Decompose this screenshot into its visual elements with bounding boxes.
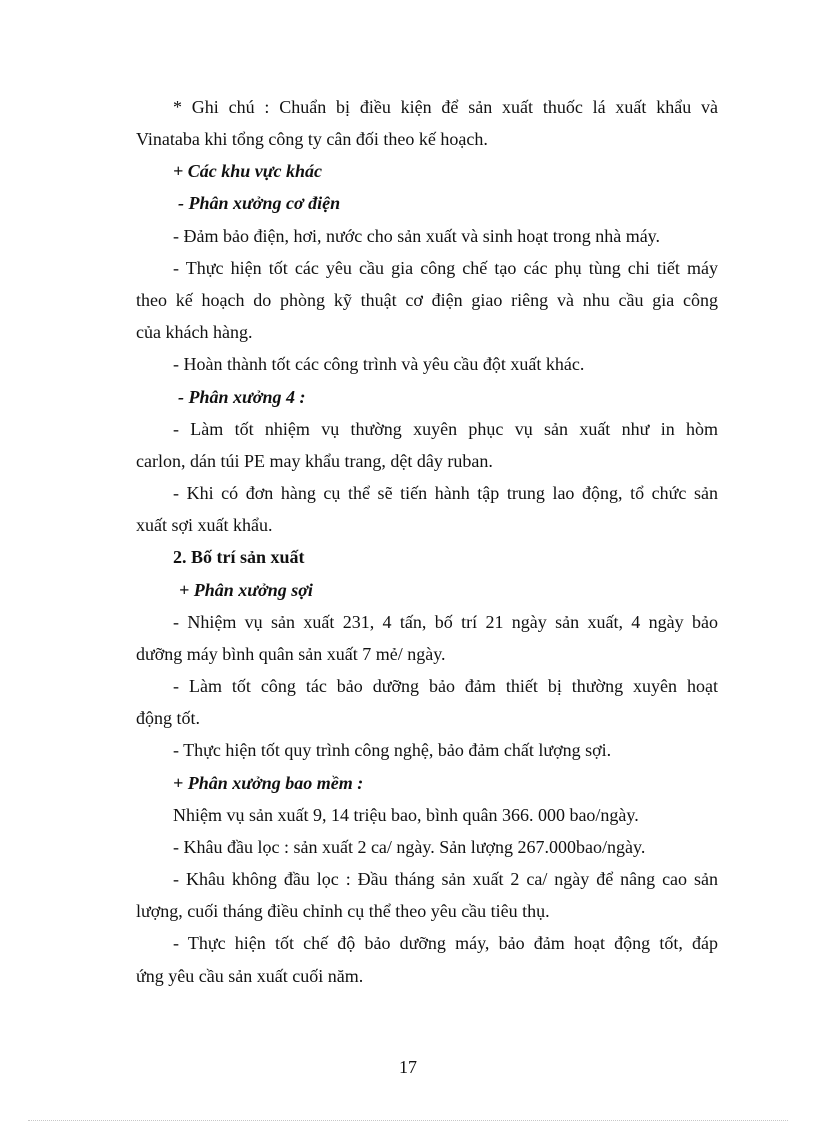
subsection-heading: + Phân xưởng sợi (179, 580, 313, 600)
page-number: 17 (399, 1057, 417, 1077)
paragraph-line: - Khâu không đầu lọc : Đầu tháng sản xuất 2 ca/ ngày để nâng cao sản (173, 869, 718, 889)
paragraph-line: carlon, dán túi PE may khẩu trang, dệt dây ruban. (136, 451, 493, 471)
paragraph-line: của khách hàng. (136, 322, 253, 342)
subsection-heading: + Phân xưởng bao mềm : (173, 773, 364, 793)
paragraph-line: Vinataba khi tổng công ty cân đối theo kế hoạch. (136, 129, 488, 149)
paragraph-line: - Hoàn thành tốt các công trình và yêu cầu đột xuất khác. (173, 354, 585, 374)
paragraph-line: - Thực hiện tốt quy trình công nghệ, bảo đảm chất lượng sợi. (173, 740, 612, 760)
page-bottom-divider (28, 1120, 788, 1121)
paragraph-line: động tốt. (136, 708, 201, 728)
paragraph-line: Nhiệm vụ sản xuất 9, 14 triệu bao, bình quân 366. 000 bao/ngày. (173, 805, 639, 825)
subsection-heading: - Phân xưởng 4 : (178, 387, 306, 407)
section-heading: + Các khu vực khác (173, 161, 323, 181)
paragraph-line: - Khâu đầu lọc : sản xuất 2 ca/ ngày. Sản lượng 267.000bao/ngày. (173, 837, 646, 857)
subsection-heading: - Phân xưởng cơ điện (178, 193, 341, 213)
section-heading: 2. Bố trí sản xuất (173, 547, 305, 567)
paragraph-line: - Làm tốt nhiệm vụ thường xuyên phục vụ sản xuất như in hòm (173, 419, 718, 439)
paragraph-line: - Làm tốt công tác bảo dưỡng bảo đảm thiết bị thường xuyên hoạt (173, 676, 718, 696)
paragraph-line: dưỡng máy bình quân sản xuất 7 mẻ/ ngày. (136, 644, 446, 664)
paragraph-line: lượng, cuối tháng điều chỉnh cụ thể theo yêu cầu tiêu thụ. (136, 901, 550, 921)
paragraph-line: - Thực hiện tốt các yêu cầu gia công chế tạo các phụ tùng chi tiết máy (173, 258, 718, 278)
paragraph-line: - Nhiệm vụ sản xuất 231, 4 tấn, bố trí 21 ngày sản xuất, 4 ngày bảo (173, 612, 718, 632)
paragraph-line: - Thực hiện tốt chế độ bảo dưỡng máy, bảo đảm hoạt động tốt, đáp (173, 933, 718, 953)
paragraph-line: - Đảm bảo điện, hơi, nước cho sản xuất và sinh hoạt trong nhà máy. (173, 226, 661, 246)
paragraph-line: - Khi có đơn hàng cụ thể sẽ tiến hành tập trung lao động, tổ chức sản (173, 483, 718, 503)
paragraph-line: * Ghi chú : Chuẩn bị điều kiện để sản xuất thuốc lá xuất khẩu và (173, 97, 718, 117)
paragraph-line: theo kế hoạch do phòng kỹ thuật cơ điện giao riêng và nhu cầu gia công (136, 290, 718, 310)
paragraph-line: ứng yêu cầu sản xuất cuối năm. (136, 966, 364, 986)
paragraph-line: xuất sợi xuất khẩu. (136, 515, 273, 535)
